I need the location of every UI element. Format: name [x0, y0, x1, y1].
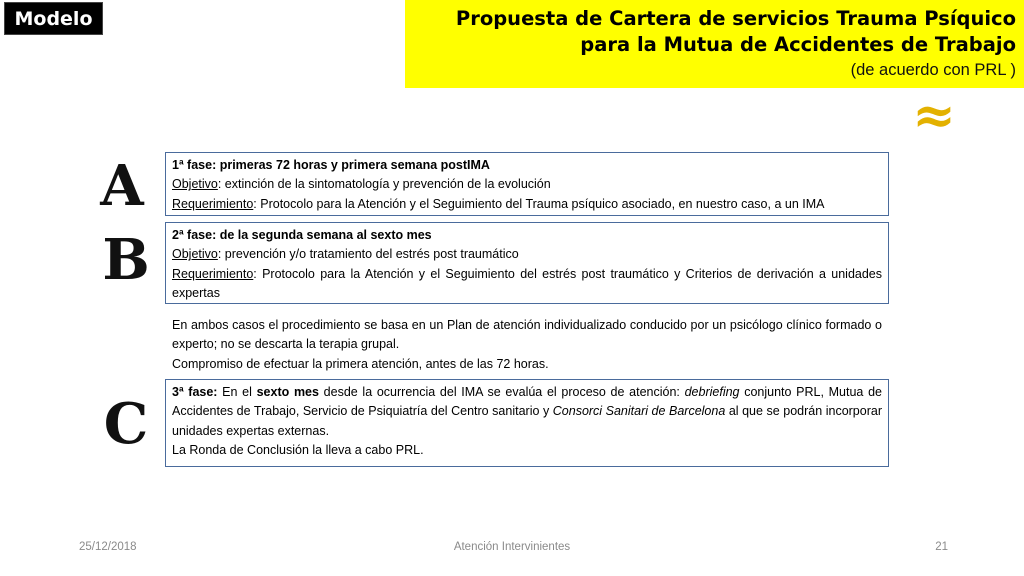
- phase-c-line2: La Ronda de Conclusión la lleva a cabo PRL.: [172, 443, 424, 458]
- modelo-badge: Modelo: [4, 2, 103, 35]
- common-note-line2: Compromiso de efectuar la primera atención, antes de las 72 horas.: [172, 356, 549, 371]
- title-banner: [405, 0, 1024, 88]
- footer-page-number: 21: [935, 541, 948, 553]
- letter-c: C: [103, 391, 149, 457]
- phase-b-title: 2ª fase: de la segunda semana al sexto mes: [172, 228, 432, 242]
- phase-a-requirement: Requerimiento: Protocolo para la Atención y el Seguimiento del Trauma psíquico asociado, en nuestro caso, a un IMA: [172, 196, 825, 211]
- phase-b-box: [165, 222, 889, 304]
- phase-b-requirement: Requerimiento: Protocolo para la Atención y el Seguimiento del estrés post traumático y Criterios de derivación a unidades expertas: [172, 266, 882, 301]
- phase-a-objective: Objetivo: extinción de la sintomatología y prevención de la evolución: [172, 177, 551, 192]
- title-line-1: Propuesta de Cartera de servicios Trauma Psíquico: [455, 7, 1016, 30]
- footer-date: 25/12/2018: [79, 541, 137, 553]
- phase-a-box: [165, 152, 889, 216]
- subtitle: (de acuerdo con PRL ): [850, 61, 1016, 79]
- phase-a-title: 1ª fase: primeras 72 horas y primera semana postIMA: [172, 158, 490, 172]
- title-line-2: para la Mutua de Accidentes de Trabajo: [580, 33, 1016, 56]
- phase-c-paragraph: 3ª fase: En el sexto mes desde la ocurrencia del IMA se evalúa el proceso de atención: debriefing conjunto PRL, Mutua de Accidentes de Trabajo, Servicio de Psiquiatría del Centro sanitario y Consorci Sanitari de Barcelona al que se podrán incorporar unidades expertas externas.: [172, 385, 882, 438]
- common-note-line1: En ambos casos el procedimiento se basa en un Plan de atención individualizado conducido por un psicólogo clínico formado o experto; no se descarta la terapia grupal.: [172, 318, 882, 352]
- common-note: [172, 316, 882, 374]
- approx-symbol-icon: ≈: [912, 85, 956, 146]
- letter-a: A: [100, 153, 144, 219]
- footer-center: Atención Intervinientes: [453, 541, 571, 553]
- phase-c-box: [165, 379, 889, 467]
- letter-b: B: [102, 227, 150, 293]
- phase-b-objective: Objetivo: prevención y/o tratamiento del estrés post traumático: [172, 247, 519, 262]
